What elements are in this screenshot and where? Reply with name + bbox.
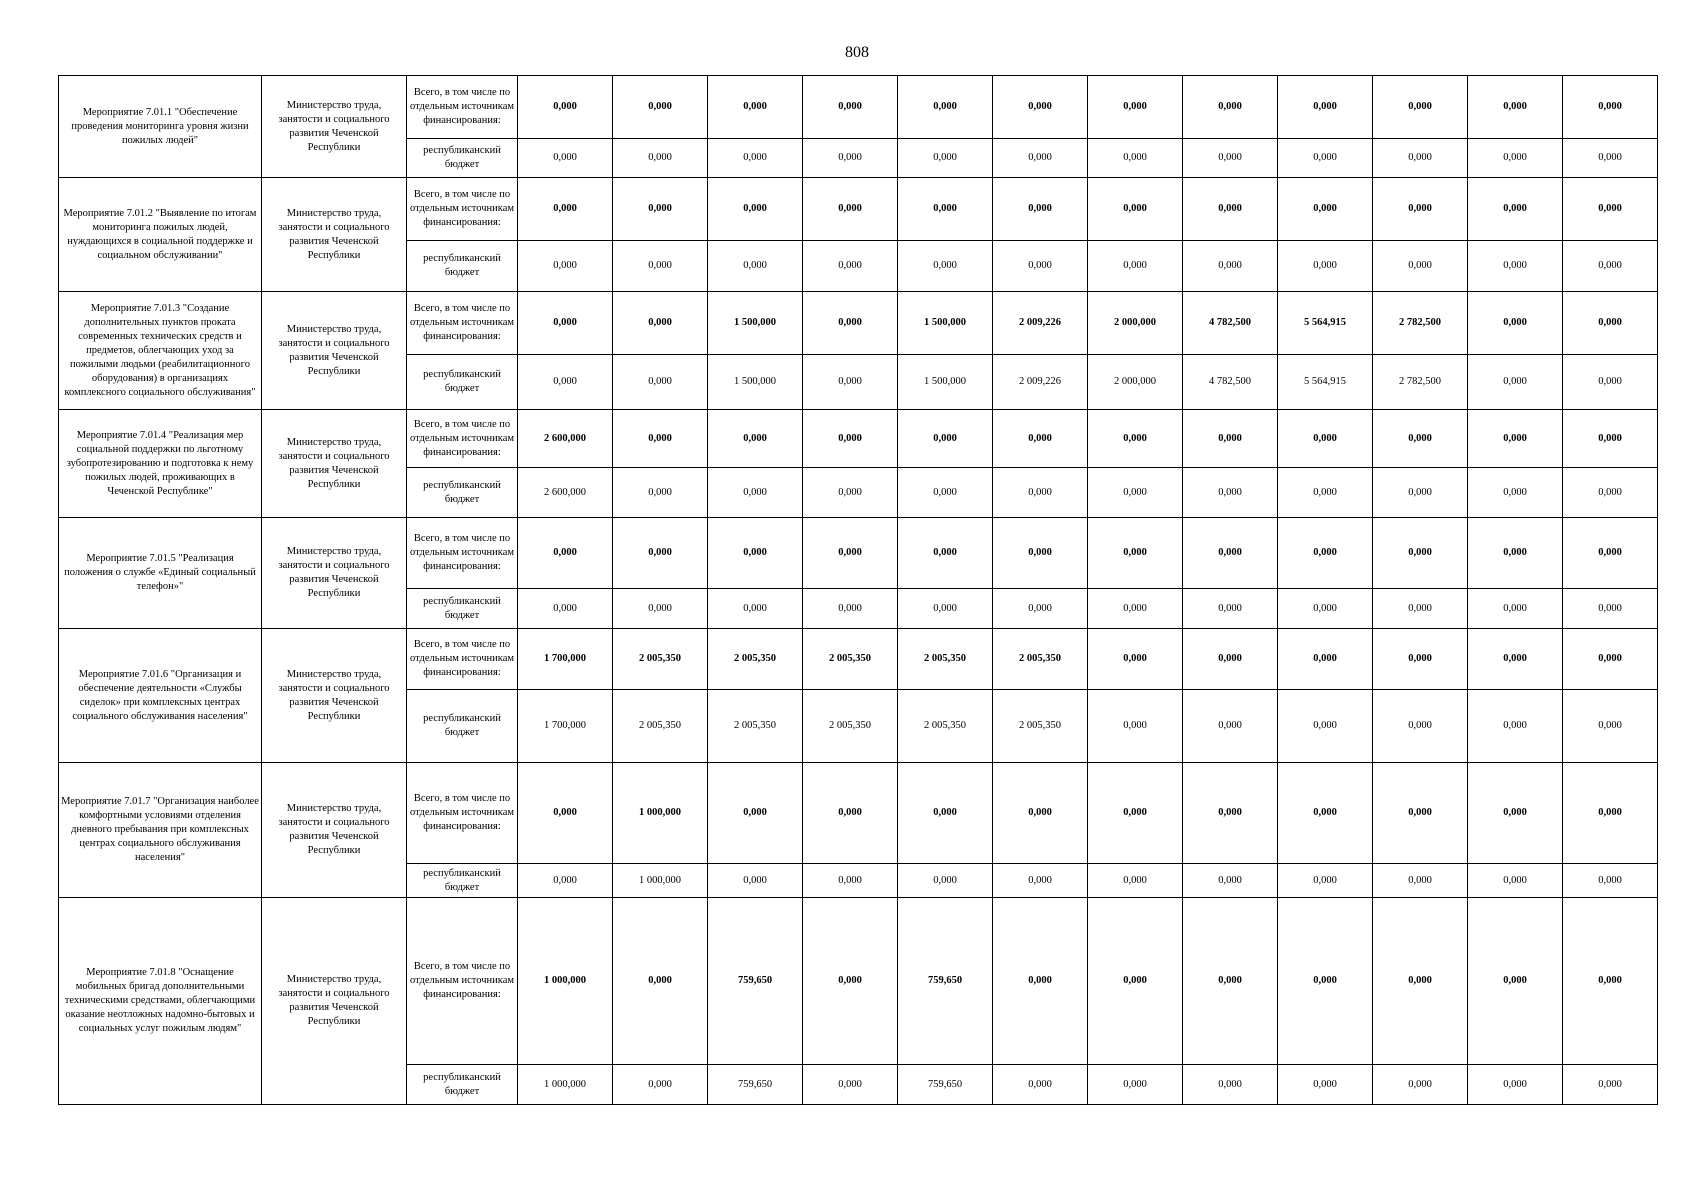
event-executor: Министерство труда, занятости и социального развития Чеченской Республики — [262, 763, 407, 898]
budget-amount-cell: 0,000 — [1373, 864, 1468, 898]
total-amount-cell: 0,000 — [1088, 410, 1183, 468]
budget-amount-cell: 0,000 — [613, 355, 708, 410]
budget-amount-cell: 0,000 — [708, 864, 803, 898]
source-label-total: Всего, в том числе по отдельным источникам финансирования: — [407, 410, 518, 468]
budget-amount-cell: 0,000 — [1088, 690, 1183, 763]
source-label-total: Всего, в том числе по отдельным источникам финансирования: — [407, 76, 518, 139]
budget-amount-cell: 5 564,915 — [1278, 355, 1373, 410]
event-total-row — [59, 898, 1658, 1065]
total-amount-cell: 4 782,500 — [1183, 292, 1278, 355]
source-label-budget: республиканский бюджет — [407, 1065, 518, 1105]
total-amount-cell: 0,000 — [1183, 763, 1278, 864]
total-amount-cell: 0,000 — [898, 763, 993, 864]
budget-amount-cell: 0,000 — [1468, 690, 1563, 763]
total-amount-cell: 0,000 — [898, 410, 993, 468]
event-executor: Министерство труда, занятости и социального развития Чеченской Республики — [262, 518, 407, 629]
total-amount-cell: 0,000 — [708, 178, 803, 241]
total-amount-cell: 0,000 — [1563, 76, 1658, 139]
budget-amount-cell: 0,000 — [993, 589, 1088, 629]
total-amount-cell: 0,000 — [803, 410, 898, 468]
budget-amount-cell: 0,000 — [1088, 241, 1183, 292]
total-amount-cell: 0,000 — [613, 410, 708, 468]
source-label-total: Всего, в том числе по отдельным источникам финансирования: — [407, 518, 518, 589]
budget-amount-cell: 2 005,350 — [803, 690, 898, 763]
source-label-budget: республиканский бюджет — [407, 690, 518, 763]
budget-amount-cell: 1 700,000 — [518, 690, 613, 763]
budget-amount-cell: 0,000 — [518, 241, 613, 292]
total-amount-cell: 0,000 — [993, 76, 1088, 139]
total-amount-cell: 0,000 — [1468, 410, 1563, 468]
budget-amount-cell: 1 000,000 — [613, 864, 708, 898]
total-amount-cell: 0,000 — [1563, 898, 1658, 1065]
total-amount-cell: 0,000 — [1563, 629, 1658, 690]
event-executor: Министерство труда, занятости и социального развития Чеченской Республики — [262, 292, 407, 410]
total-amount-cell: 1 500,000 — [708, 292, 803, 355]
total-amount-cell: 2 600,000 — [518, 410, 613, 468]
budget-amount-cell: 0,000 — [708, 589, 803, 629]
budget-amount-cell: 1 500,000 — [898, 355, 993, 410]
budget-amount-cell: 0,000 — [518, 139, 613, 178]
total-amount-cell: 2 005,350 — [803, 629, 898, 690]
budget-amount-cell: 0,000 — [1468, 241, 1563, 292]
budget-amount-cell: 2 782,500 — [1373, 355, 1468, 410]
total-amount-cell: 0,000 — [1278, 898, 1373, 1065]
total-amount-cell: 0,000 — [1183, 410, 1278, 468]
budget-amount-cell: 0,000 — [1468, 864, 1563, 898]
budget-amount-cell: 0,000 — [708, 468, 803, 518]
event-executor: Министерство труда, занятости и социального развития Чеченской Республики — [262, 178, 407, 292]
total-amount-cell: 0,000 — [1183, 629, 1278, 690]
budget-amount-cell: 0,000 — [1183, 864, 1278, 898]
total-amount-cell: 0,000 — [1088, 76, 1183, 139]
budget-amount-cell: 2 005,350 — [613, 690, 708, 763]
budget-amount-cell: 0,000 — [613, 589, 708, 629]
total-amount-cell: 0,000 — [1088, 178, 1183, 241]
source-label-budget: республиканский бюджет — [407, 139, 518, 178]
total-amount-cell: 0,000 — [613, 292, 708, 355]
total-amount-cell: 2 005,350 — [708, 629, 803, 690]
total-amount-cell: 2 005,350 — [613, 629, 708, 690]
total-amount-cell: 0,000 — [803, 76, 898, 139]
budget-amount-cell: 4 782,500 — [1183, 355, 1278, 410]
event-title: Мероприятие 7.01.4 "Реализация мер социальной поддержки по льготному зубопротезированию и подготовка к нему пожилых людей, проживающих в Чеченской Республике" — [59, 410, 262, 518]
event-title: Мероприятие 7.01.7 "Организация наиболее комфортными условиями отделения дневного пребывания при комплексных центрах социального обслуживания населения" — [59, 763, 262, 898]
budget-amount-cell: 0,000 — [613, 468, 708, 518]
event-title: Мероприятие 7.01.8 "Оснащение мобильных бригад дополнительными техническими средствами, облегчающими оказание неотложных надомно-бытовых и социальных услуг пожилым людям" — [59, 898, 262, 1105]
budget-amount-cell: 0,000 — [1183, 690, 1278, 763]
budget-amount-cell: 0,000 — [1278, 139, 1373, 178]
budget-amount-cell: 0,000 — [803, 139, 898, 178]
budget-amount-cell: 0,000 — [1373, 589, 1468, 629]
budget-amount-cell: 0,000 — [898, 589, 993, 629]
budget-amount-cell: 2 005,350 — [993, 690, 1088, 763]
budget-amount-cell: 0,000 — [1278, 241, 1373, 292]
budget-amount-cell: 0,000 — [803, 355, 898, 410]
budget-amount-cell: 0,000 — [1468, 589, 1563, 629]
source-label-total: Всего, в том числе по отдельным источникам финансирования: — [407, 178, 518, 241]
budget-amount-cell: 759,650 — [708, 1065, 803, 1105]
source-label-total: Всего, в том числе по отдельным источникам финансирования: — [407, 629, 518, 690]
budget-amount-cell: 0,000 — [708, 139, 803, 178]
budget-amount-cell: 1 000,000 — [518, 1065, 613, 1105]
total-amount-cell: 0,000 — [708, 410, 803, 468]
budget-amount-cell: 1 500,000 — [708, 355, 803, 410]
budget-amount-cell: 0,000 — [1468, 468, 1563, 518]
budget-amount-cell: 0,000 — [708, 241, 803, 292]
event-total-row — [59, 763, 1658, 864]
total-amount-cell: 5 564,915 — [1278, 292, 1373, 355]
budget-amount-cell: 0,000 — [1563, 468, 1658, 518]
budget-amount-cell: 2 005,350 — [708, 690, 803, 763]
event-title: Мероприятие 7.01.2 "Выявление по итогам мониторинга пожилых людей, нуждающихся в социальной поддержке и социальном обслуживании" — [59, 178, 262, 292]
event-title: Мероприятие 7.01.1 "Обеспечение проведения мониторинга уровня жизни пожилых людей" — [59, 76, 262, 178]
total-amount-cell: 2 782,500 — [1373, 292, 1468, 355]
budget-amount-cell: 0,000 — [1468, 355, 1563, 410]
budget-amount-cell: 0,000 — [518, 355, 613, 410]
total-amount-cell: 0,000 — [1373, 763, 1468, 864]
total-amount-cell: 0,000 — [1468, 292, 1563, 355]
budget-amount-cell: 0,000 — [1088, 139, 1183, 178]
event-executor: Министерство труда, занятости и социального развития Чеченской Республики — [262, 76, 407, 178]
source-label-budget: республиканский бюджет — [407, 241, 518, 292]
total-amount-cell: 0,000 — [993, 410, 1088, 468]
total-amount-cell: 0,000 — [613, 898, 708, 1065]
budget-amount-cell: 0,000 — [1278, 468, 1373, 518]
total-amount-cell: 0,000 — [1373, 518, 1468, 589]
total-amount-cell: 0,000 — [518, 76, 613, 139]
budget-amount-cell: 0,000 — [898, 468, 993, 518]
total-amount-cell: 2 005,350 — [993, 629, 1088, 690]
budget-amount-cell: 0,000 — [803, 468, 898, 518]
total-amount-cell: 0,000 — [1088, 518, 1183, 589]
budget-amount-cell: 0,000 — [1183, 589, 1278, 629]
budget-amount-cell: 0,000 — [1373, 139, 1468, 178]
total-amount-cell: 0,000 — [898, 76, 993, 139]
total-amount-cell: 0,000 — [898, 178, 993, 241]
total-amount-cell: 0,000 — [1468, 898, 1563, 1065]
budget-amount-cell: 0,000 — [1278, 589, 1373, 629]
total-amount-cell: 759,650 — [708, 898, 803, 1065]
total-amount-cell: 0,000 — [1468, 629, 1563, 690]
total-amount-cell: 0,000 — [1373, 629, 1468, 690]
budget-amount-cell: 0,000 — [898, 139, 993, 178]
event-total-row — [59, 410, 1658, 468]
total-amount-cell: 2 009,226 — [993, 292, 1088, 355]
budget-amount-cell: 0,000 — [1088, 864, 1183, 898]
budget-amount-cell: 0,000 — [518, 864, 613, 898]
budget-amount-cell: 2 600,000 — [518, 468, 613, 518]
budget-amount-cell: 0,000 — [1088, 468, 1183, 518]
budget-amount-cell: 0,000 — [993, 1065, 1088, 1105]
source-label-budget: республиканский бюджет — [407, 355, 518, 410]
total-amount-cell: 0,000 — [518, 518, 613, 589]
total-amount-cell: 0,000 — [1563, 292, 1658, 355]
source-label-budget: республиканский бюджет — [407, 468, 518, 518]
budget-amount-cell: 0,000 — [1563, 864, 1658, 898]
event-total-row — [59, 292, 1658, 355]
total-amount-cell: 0,000 — [1088, 763, 1183, 864]
budget-amount-cell: 0,000 — [803, 589, 898, 629]
budget-amount-cell: 0,000 — [613, 139, 708, 178]
total-amount-cell: 0,000 — [993, 763, 1088, 864]
total-amount-cell: 0,000 — [1468, 518, 1563, 589]
budget-amount-cell: 0,000 — [1563, 241, 1658, 292]
page-number: 808 — [845, 44, 869, 61]
budget-amount-cell: 0,000 — [1278, 690, 1373, 763]
event-total-row — [59, 178, 1658, 241]
total-amount-cell: 0,000 — [708, 763, 803, 864]
budget-amount-cell: 0,000 — [898, 864, 993, 898]
total-amount-cell: 0,000 — [613, 518, 708, 589]
total-amount-cell: 0,000 — [1278, 763, 1373, 864]
total-amount-cell: 0,000 — [803, 518, 898, 589]
total-amount-cell: 0,000 — [518, 763, 613, 864]
total-amount-cell: 1 700,000 — [518, 629, 613, 690]
total-amount-cell: 0,000 — [1278, 410, 1373, 468]
total-amount-cell: 0,000 — [803, 898, 898, 1065]
budget-amount-cell: 0,000 — [1183, 468, 1278, 518]
total-amount-cell: 0,000 — [898, 518, 993, 589]
budget-amount-cell: 0,000 — [1183, 241, 1278, 292]
total-amount-cell: 1 000,000 — [613, 763, 708, 864]
total-amount-cell: 0,000 — [1088, 629, 1183, 690]
total-amount-cell: 0,000 — [1183, 76, 1278, 139]
total-amount-cell: 759,650 — [898, 898, 993, 1065]
total-amount-cell: 0,000 — [1563, 178, 1658, 241]
budget-amount-cell: 0,000 — [993, 468, 1088, 518]
budget-amount-cell: 0,000 — [1278, 864, 1373, 898]
budget-amount-cell: 0,000 — [1563, 1065, 1658, 1105]
total-amount-cell: 0,000 — [1088, 898, 1183, 1065]
budget-amount-cell: 0,000 — [803, 1065, 898, 1105]
budget-amount-cell: 0,000 — [1373, 1065, 1468, 1105]
total-amount-cell: 0,000 — [1278, 629, 1373, 690]
budget-amount-cell: 0,000 — [1468, 1065, 1563, 1105]
total-amount-cell: 0,000 — [1183, 518, 1278, 589]
total-amount-cell: 2 000,000 — [1088, 292, 1183, 355]
budget-amount-cell: 0,000 — [898, 241, 993, 292]
total-amount-cell: 0,000 — [1183, 178, 1278, 241]
budget-amount-cell: 2 005,350 — [898, 690, 993, 763]
budget-amount-cell: 0,000 — [1563, 690, 1658, 763]
budget-amount-cell: 0,000 — [1563, 589, 1658, 629]
total-amount-cell: 2 005,350 — [898, 629, 993, 690]
budget-amount-cell: 0,000 — [1183, 139, 1278, 178]
event-executor: Министерство труда, занятости и социального развития Чеченской Республики — [262, 898, 407, 1105]
budget-amount-cell: 0,000 — [1183, 1065, 1278, 1105]
total-amount-cell: 0,000 — [1563, 518, 1658, 589]
budget-amount-cell: 0,000 — [613, 1065, 708, 1105]
total-amount-cell: 0,000 — [1373, 76, 1468, 139]
budget-amount-cell: 0,000 — [1373, 468, 1468, 518]
budget-amount-cell: 0,000 — [518, 589, 613, 629]
total-amount-cell: 0,000 — [1278, 178, 1373, 241]
budget-amount-cell: 0,000 — [803, 864, 898, 898]
event-title: Мероприятие 7.01.5 "Реализация положения о службе «Единый социальный телефон»" — [59, 518, 262, 629]
event-executor: Министерство труда, занятости и социального развития Чеченской Республики — [262, 410, 407, 518]
budget-amount-cell: 0,000 — [613, 241, 708, 292]
total-amount-cell: 0,000 — [803, 763, 898, 864]
total-amount-cell: 0,000 — [993, 178, 1088, 241]
total-amount-cell: 0,000 — [1373, 178, 1468, 241]
total-amount-cell: 0,000 — [613, 76, 708, 139]
total-amount-cell: 0,000 — [803, 178, 898, 241]
budget-amount-cell: 0,000 — [1373, 690, 1468, 763]
total-amount-cell: 0,000 — [1468, 178, 1563, 241]
budget-amount-cell: 0,000 — [1468, 139, 1563, 178]
event-total-row — [59, 629, 1658, 690]
source-label-total: Всего, в том числе по отдельным источникам финансирования: — [407, 763, 518, 864]
event-total-row — [59, 76, 1658, 139]
total-amount-cell: 0,000 — [803, 292, 898, 355]
budget-amount-cell: 2 009,226 — [993, 355, 1088, 410]
budget-amount-cell: 759,650 — [898, 1065, 993, 1105]
total-amount-cell: 0,000 — [518, 292, 613, 355]
event-executor: Министерство труда, занятости и социального развития Чеченской Республики — [262, 629, 407, 763]
budget-amount-cell: 0,000 — [1088, 589, 1183, 629]
source-label-total: Всего, в том числе по отдельным источникам финансирования: — [407, 292, 518, 355]
event-total-row — [59, 518, 1658, 589]
budget-amount-cell: 0,000 — [803, 241, 898, 292]
total-amount-cell: 1 000,000 — [518, 898, 613, 1065]
budget-amount-cell: 0,000 — [1278, 1065, 1373, 1105]
budget-table — [58, 75, 1658, 1105]
budget-amount-cell: 0,000 — [993, 241, 1088, 292]
source-label-total: Всего, в том числе по отдельным источникам финансирования: — [407, 898, 518, 1065]
budget-amount-cell: 0,000 — [993, 139, 1088, 178]
event-title: Мероприятие 7.01.3 "Создание дополнительных пунктов проката современных технических средств и предметов, облегчающих уход за пожилыми людьми (реабилитационного оборудования) в организациях комплексного социального обслуживания" — [59, 292, 262, 410]
total-amount-cell: 0,000 — [993, 518, 1088, 589]
budget-amount-cell: 0,000 — [1373, 241, 1468, 292]
budget-amount-cell: 2 000,000 — [1088, 355, 1183, 410]
total-amount-cell: 0,000 — [1468, 76, 1563, 139]
total-amount-cell: 0,000 — [1278, 518, 1373, 589]
total-amount-cell: 0,000 — [1468, 763, 1563, 864]
total-amount-cell: 0,000 — [993, 898, 1088, 1065]
total-amount-cell: 0,000 — [1183, 898, 1278, 1065]
source-label-budget: республиканский бюджет — [407, 589, 518, 629]
total-amount-cell: 0,000 — [1373, 898, 1468, 1065]
total-amount-cell: 0,000 — [1373, 410, 1468, 468]
budget-amount-cell: 0,000 — [1088, 1065, 1183, 1105]
total-amount-cell: 0,000 — [708, 518, 803, 589]
total-amount-cell: 0,000 — [518, 178, 613, 241]
event-title: Мероприятие 7.01.6 "Организация и обеспечение деятельности «Службы сиделок» при комплексных центрах социального обслуживания населения" — [59, 629, 262, 763]
budget-amount-cell: 0,000 — [1563, 139, 1658, 178]
total-amount-cell: 0,000 — [1563, 763, 1658, 864]
total-amount-cell: 0,000 — [1563, 410, 1658, 468]
budget-amount-cell: 0,000 — [993, 864, 1088, 898]
total-amount-cell: 1 500,000 — [898, 292, 993, 355]
total-amount-cell: 0,000 — [708, 76, 803, 139]
budget-amount-cell: 0,000 — [1563, 355, 1658, 410]
total-amount-cell: 0,000 — [613, 178, 708, 241]
source-label-budget: республиканский бюджет — [407, 864, 518, 898]
total-amount-cell: 0,000 — [1278, 76, 1373, 139]
